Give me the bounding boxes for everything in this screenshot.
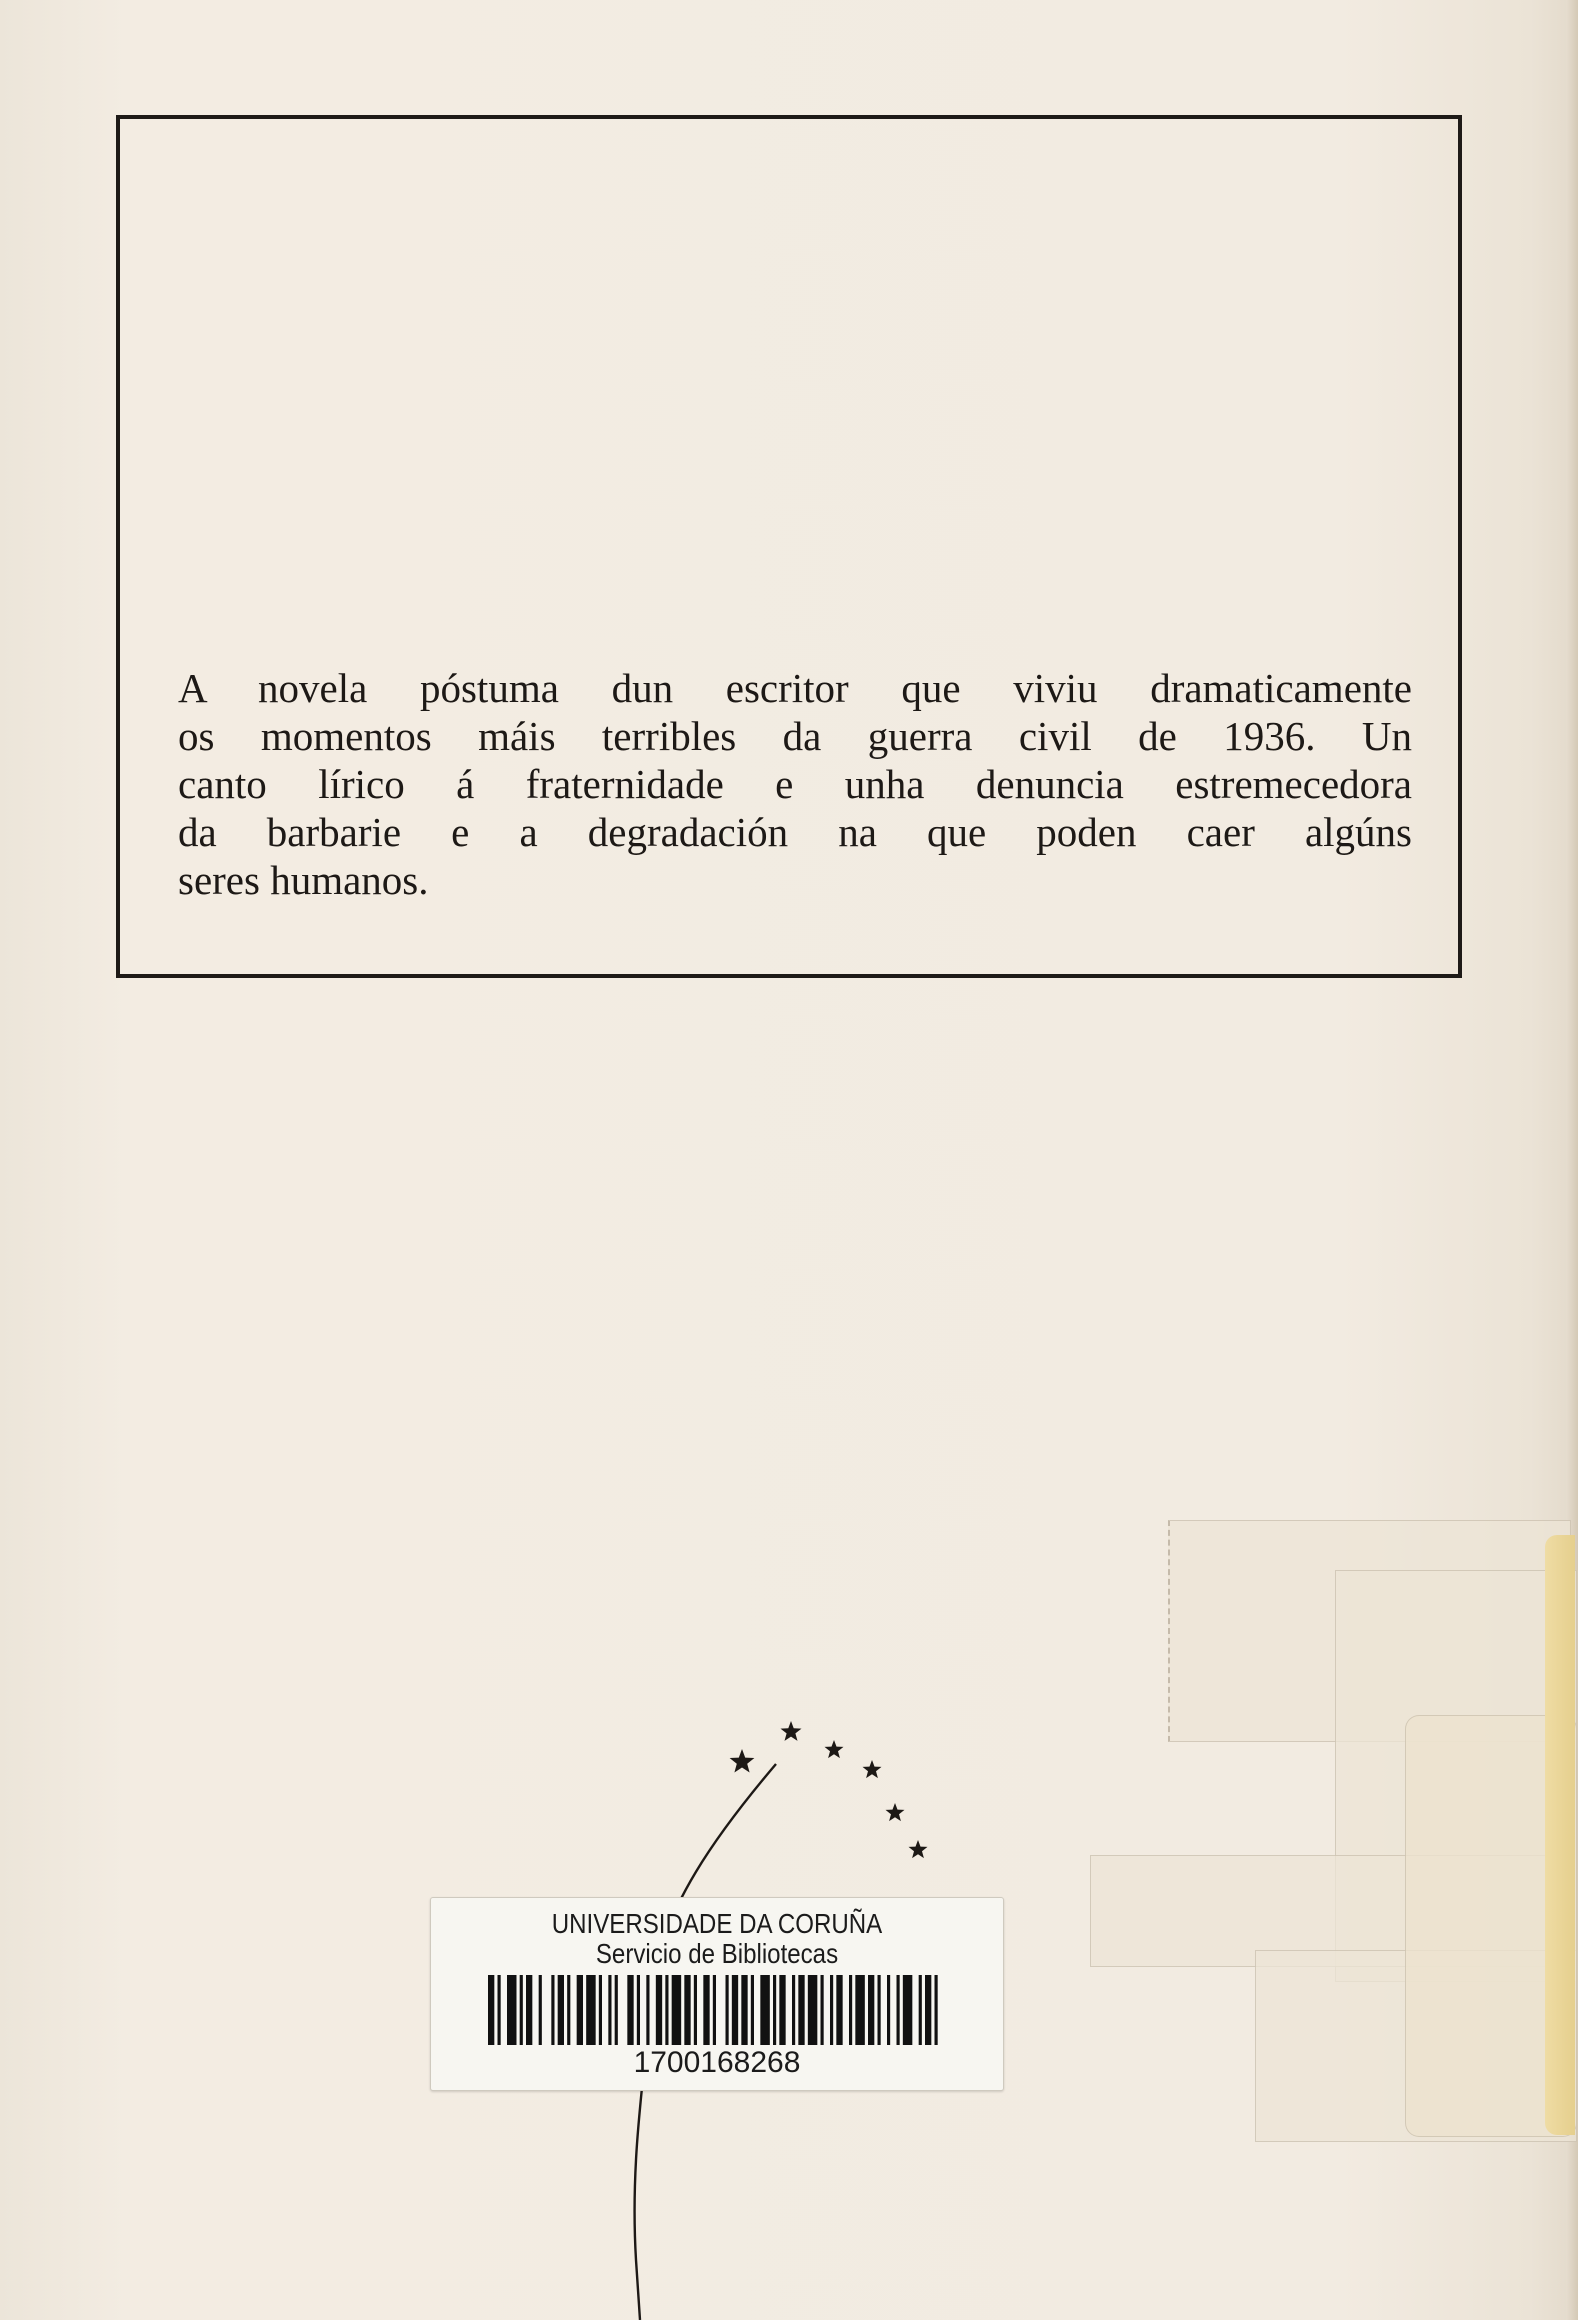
barcode-bar — [726, 1975, 729, 2045]
barcode-bar — [646, 1975, 649, 2045]
barcode-bar — [887, 1975, 890, 2045]
barcode-bar — [577, 1975, 583, 2045]
barcode-bar — [684, 1975, 690, 2045]
barcode-bar — [919, 1975, 922, 2045]
barcode-bar — [925, 1975, 931, 2045]
blurb-text — [178, 664, 1412, 904]
barcode-bar — [760, 1975, 770, 2045]
blurb-line: canto lírico á fraternidade e unha denuncia estremecedora — [178, 761, 1412, 807]
library-barcode-label — [430, 1897, 1004, 2091]
barcode-bar — [855, 1975, 865, 2045]
barcode-bar — [903, 1975, 913, 2045]
barcode-bar — [599, 1975, 602, 2045]
barcode-bar — [627, 1975, 633, 2045]
barcode-bar — [551, 1975, 554, 2045]
barcode-bar — [558, 1975, 564, 2045]
star-icon — [781, 1721, 802, 1741]
barcode-bar — [751, 1975, 754, 2045]
barcode-bar — [878, 1975, 881, 2045]
barcode-bar — [897, 1975, 900, 2045]
barcode-bar — [703, 1975, 709, 2045]
barcode-bar — [586, 1975, 596, 2045]
barcode-bar — [821, 1975, 824, 2045]
star-icon — [909, 1840, 928, 1858]
shelf-tab — [1545, 1535, 1575, 2135]
blurb-line: A novela póstuma dun escritor que viviu dramaticamente — [178, 665, 1412, 711]
barcode-bar — [567, 1975, 570, 2045]
barcode-bar — [830, 1975, 833, 2045]
barcode-bar — [507, 1975, 517, 2045]
library-service: Servicio de Bibliotecas — [595, 1938, 839, 1969]
star-icon — [863, 1760, 882, 1778]
blurb-line: seres humanos. — [178, 857, 429, 903]
barcode-bar — [694, 1975, 697, 2045]
barcode-bar — [672, 1975, 682, 2045]
barcode-bar — [935, 1975, 938, 2045]
star-icon — [730, 1749, 755, 1773]
barcode-bar — [741, 1975, 747, 2045]
blurb-line: da barbarie e a degradación na que poden caer algúns — [178, 809, 1412, 855]
barcode-bar — [488, 1975, 494, 2045]
barcode-bar — [779, 1975, 785, 2045]
barcode-bar — [520, 1975, 523, 2045]
barcode-number: 1700168268 — [633, 2046, 801, 2079]
barcode-bar — [637, 1975, 640, 2045]
barcode-bar — [498, 1975, 501, 2045]
barcode-bar — [773, 1975, 776, 2045]
library-institution: UNIVERSIDADE DA CORUÑA — [551, 1908, 883, 1939]
barcode-bar — [792, 1975, 795, 2045]
barcode-bar — [615, 1975, 618, 2045]
barcode-bar — [665, 1975, 668, 2045]
barcode-bar — [836, 1975, 842, 2045]
barcode-icon — [488, 1975, 944, 2045]
barcode-bar — [808, 1975, 818, 2045]
barcode-bar — [656, 1975, 662, 2045]
barcode-bar — [732, 1975, 738, 2045]
star-icon — [886, 1803, 905, 1821]
barcode-bar — [849, 1975, 852, 2045]
blurb-line: os momentos máis terribles da guerra civil de 1936. Un — [178, 713, 1412, 759]
star-icon — [825, 1740, 844, 1758]
barcode-bar — [798, 1975, 804, 2045]
barcode-bar — [526, 1975, 532, 2045]
barcode-bar — [868, 1975, 874, 2045]
barcode-bar — [608, 1975, 611, 2045]
barcode-bar — [713, 1975, 716, 2045]
barcode-bar — [539, 1975, 542, 2045]
